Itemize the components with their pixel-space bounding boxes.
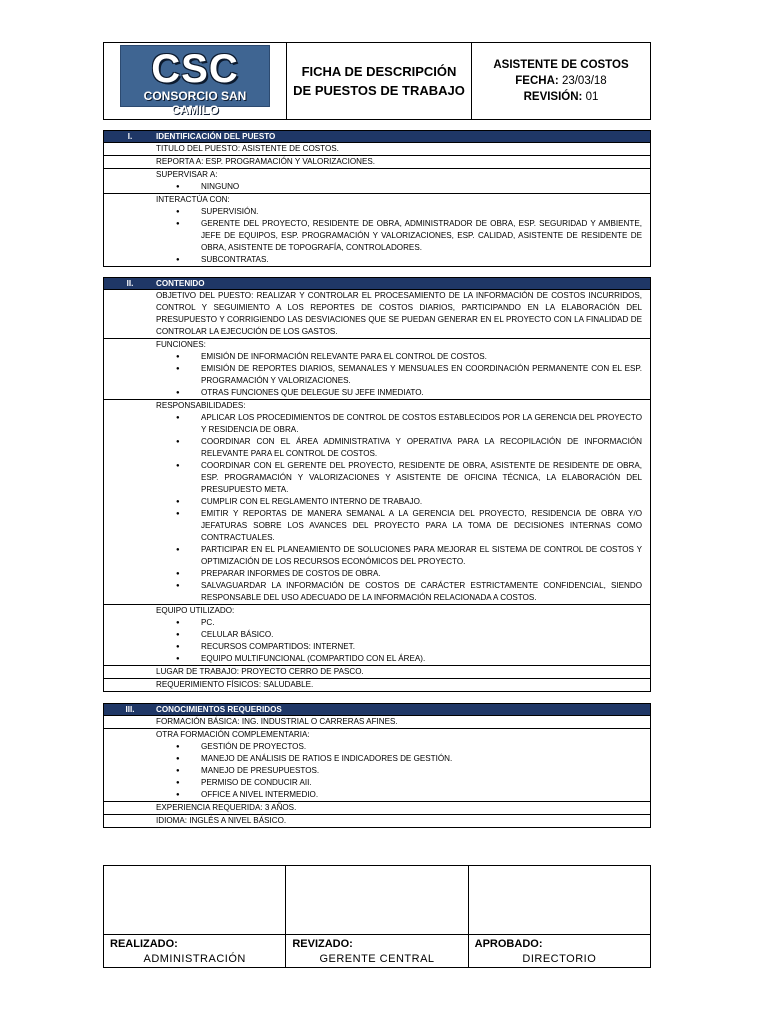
list-item: ● SALVAGUARDAR LA INFORMACIÓN DE COSTOS DE CARÁCTER ESTRICTAMENTE CONFIDENCIAL, SIENDO RESPONSABLE DEL USO ADECUADO DE LA INFORMACIÓN RELACIONADA A COSTOS. <box>156 580 642 604</box>
list-item: ● GERENTE DEL PROYECTO, RESIDENTE DE OBRA, ADMINISTRADOR DE OBRA, ESP. SEGURIDAD Y AMBIENTE, JEFE DE EQUIPOS, ESP. PROGRAMACIÓN Y VALORIZACIONES, ESP. CALIDAD, ASISTENTE DE RESIDENTE DE OBRA, ASISTENTE DE TOPOGRAFÍA, CONTROLADORES. <box>156 218 642 254</box>
section-conocimientos <box>103 703 651 828</box>
signature-aprobado: APROBADO: DIRECTORIO <box>468 935 650 968</box>
list-item: ● CUMPLIR CON EL REGLAMENTO INTERNO DE TRABAJO. <box>156 496 642 508</box>
document-header <box>103 42 651 120</box>
signature-space-realizado <box>104 866 286 935</box>
list-item: ● PC. <box>156 617 642 629</box>
objetivo-puesto: OBJETIVO DEL PUESTO: REALIZAR Y CONTROLAR EL PROCESAMIENTO DE LA INFORMACIÓN DE COSTOS INCURRIDOS, CONTROL Y SEGUIMIENTO A LOS REPORTES DE COSTOS DIARIOS, PARTICIPANDO EN LA ELABORACIÓN DEL PRESUPUESTO Y CORRIGIENDO LAS DESVIACIONES QUE SE PUEDAN GENERAR EN EL PROYECTO CON LA FINALIDAD DE CONTROLAR LA EJECUCIÓN DE LOS GASTOS. <box>104 290 651 339</box>
lugar-trabajo: LUGAR DE TRABAJO: PROYECTO CERRO DE PASCO. <box>104 666 651 679</box>
list-item: ● GESTIÓN DE PROYECTOS. <box>156 741 642 753</box>
list-item: ● OTRAS FUNCIONES QUE DELEGUE SU JEFE INMEDIATO. <box>156 387 642 399</box>
list-item: ● EMISIÓN DE REPORTES DIARIOS, SEMANALES Y MENSUALES EN COORDINACIÓN PERMANENTE CON EL ESP. PROGRAMACIÓN Y VALORIZACIONES. <box>156 363 642 387</box>
supervisar-a: SUPERVISAR A: ● NINGUNO <box>104 169 651 194</box>
signature-space-revizado <box>286 866 468 935</box>
section-header: I. IDENTIFICACIÓN DEL PUESTO <box>104 131 651 143</box>
list-item: ● OFFICE A NIVEL INTERMEDIO. <box>156 789 642 801</box>
section-header: II. CONTENIDO <box>104 278 651 290</box>
document-meta <box>472 43 651 120</box>
list-item: ● CELULAR BÁSICO. <box>156 629 642 641</box>
list-item: ● SUPERVISIÓN. <box>156 206 642 218</box>
list-item: ● NINGUNO <box>156 181 642 193</box>
section-identificacion <box>103 130 651 267</box>
logo-cell <box>104 43 287 120</box>
equipo-utilizado: EQUIPO UTILIZADO: ● PC. ● CELULAR BÁSICO. ● RECURSOS COMPARTIDOS: INTERNET. ● EQUIPO MULTIFUNCIONAL (COMPARTIDO CON EL ÁREA). <box>104 605 651 666</box>
interactua-con: INTERACTÚA CON: ● SUPERVISIÓN. ● GERENTE DEL PROYECTO, RESIDENTE DE OBRA, ADMINISTRADOR DE OBRA, ESP. SEGURIDAD Y AMBIENTE, JEFE DE EQUIPOS, ESP. PROGRAMACIÓN Y VALORIZACIONES, ESP. CALIDAD, ASISTENTE DE RESIDENTE DE OBRA, ASISTENTE DE TOPOGRAFÍA, CONTROLADORES. ● SUBCONTRATAS. <box>104 194 651 267</box>
signature-table <box>103 865 651 968</box>
position-title: ASISTENTE DE COSTOS <box>493 59 629 71</box>
reporta-a: REPORTA A: ESP. PROGRAMACIÓN Y VALORIZACIONES. <box>104 156 651 169</box>
otra-formacion: OTRA FORMACIÓN COMPLEMENTARIA: ● GESTIÓN DE PROYECTOS. ● MANEJO DE ANÁLISIS DE RATIOS E INDICADORES DE GESTIÓN. ● MANEJO DE PRESUPUESTOS. ● PERMISO DE CONDUCIR AII. ● OFFICE A NIVEL INTERMEDIO. <box>104 729 651 802</box>
revision-line: REVISIÓN: 01 <box>523 91 599 103</box>
responsabilidades: RESPONSABILIDADES: ● APLICAR LOS PROCEDIMIENTOS DE CONTROL DE COSTOS ESTABLECIDOS POR LA GERENCIA DEL PROYECTO Y RESIDENCIA DE OBRA. ● COORDINAR CON EL ÁREA ADMINISTRATIVA Y OPERATIVA PARA LA RECOPILACIÓN DE INFORMACIÓN RELEVANTE PARA EL CONTROL DE COSTOS. ● COORDINAR CON EL GERENTE DEL PROYECTO, RESIDENTE DE OBRA, ASISTENTE DE RESIDENTE DE OBRA, ESP. PROGRAMACIÓN Y VALORIZACIONES Y ASISTENTE DE OFICINA TÉCNICA, LA ELABORACIÓN DEL PRESUPUESTO META. ● CUMPLIR CON EL REGLAMENTO INTERNO DE TRABAJO. ● EMITIR Y REPORTAS DE MANERA SEMANAL A LA GERENCIA DEL PROYECTO, RESIDENCIA DE OBRA Y/O JEFATURAS SOBRE LOS AVANCES DEL PROYECTO PARA LA TOMA DE DECISIONES INTERNAS COMO CONTRACTUALES. ● PARTICIPAR EN EL PLANEAMIENTO DE SOLUCIONES PARA MEJORAR EL SISTEMA DE CONTROL DE COSTOS Y OPTIMIZACIÓN DE LOS RECURSOS ECONÓMICOS DEL PROYECTO. ● PREPARAR INFORMES DE COSTOS DE OBRA. ● SALVAGUARDAR LA INFORMACIÓN DE COSTOS DE CARÁCTER ESTRICTAMENTE CONFIDENCIAL, SIENDO RESPONSABLE DEL USO ADECUADO DE LA INFORMACIÓN RELACIONADA A COSTOS. <box>104 400 651 605</box>
section-contenido <box>103 277 651 692</box>
list-item: ● COORDINAR CON EL ÁREA ADMINISTRATIVA Y OPERATIVA PARA LA RECOPILACIÓN DE INFORMACIÓN RELEVANTE PARA EL CONTROL DE COSTOS. <box>156 436 642 460</box>
experiencia-requerida: EXPERIENCIA REQUERIDA: 3 AÑOS. <box>104 802 651 815</box>
fecha-line: FECHA: 23/03/18 <box>515 75 607 87</box>
signature-revizado: REVIZADO: GERENTE CENTRAL <box>286 935 468 968</box>
list-item: ● APLICAR LOS PROCEDIMIENTOS DE CONTROL DE COSTOS ESTABLECIDOS POR LA GERENCIA DEL PROYECTO Y RESIDENCIA DE OBRA. <box>156 412 642 436</box>
signature-realizado: REALIZADO: ADMINISTRACIÓN <box>104 935 286 968</box>
idioma: IDIOMA: INGLÉS A NIVEL BÁSICO. <box>104 815 651 828</box>
list-item: ● PERMISO DE CONDUCIR AII. <box>156 777 642 789</box>
section-header: III. CONOCIMIENTOS REQUERIDOS <box>104 704 651 716</box>
csc-logo: CSC CONSORCIO SAN CAMILO <box>120 45 270 107</box>
list-item: ● EMISIÓN DE INFORMACIÓN RELEVANTE PARA EL CONTROL DE COSTOS. <box>156 351 642 363</box>
list-item: ● MANEJO DE PRESUPUESTOS. <box>156 765 642 777</box>
list-item: ● COORDINAR CON EL GERENTE DEL PROYECTO, RESIDENTE DE OBRA, ASISTENTE DE RESIDENTE DE OBRA, ESP. PROGRAMACIÓN Y VALORIZACIONES Y ASISTENTE DE OFICINA TÉCNICA, LA ELABORACIÓN DEL PRESUPUESTO META. <box>156 460 642 496</box>
funciones: FUNCIONES: ● EMISIÓN DE INFORMACIÓN RELEVANTE PARA EL CONTROL DE COSTOS. ● EMISIÓN DE REPORTES DIARIOS, SEMANALES Y MENSUALES EN COORDINACIÓN PERMANENTE CON EL ESP. PROGRAMACIÓN Y VALORIZACIONES. ● OTRAS FUNCIONES QUE DELEGUE SU JEFE INMEDIATO. <box>104 339 651 400</box>
signature-space-aprobado <box>468 866 650 935</box>
list-item: ● SUBCONTRATAS. <box>156 254 642 266</box>
requerimiento-fisicos: REQUERIMIENTO FÍSICOS: SALUDABLE. <box>104 679 651 692</box>
list-item: ● EQUIPO MULTIFUNCIONAL (COMPARTIDO CON EL ÁREA). <box>156 653 642 665</box>
titulo-puesto: TITULO DEL PUESTO: ASISTENTE DE COSTOS. <box>104 143 651 156</box>
list-item: ● PARTICIPAR EN EL PLANEAMIENTO DE SOLUCIONES PARA MEJORAR EL SISTEMA DE CONTROL DE COSTOS Y OPTIMIZACIÓN DE LOS RECURSOS ECONÓMICOS DEL PROYECTO. <box>156 544 642 568</box>
list-item: ● PREPARAR INFORMES DE COSTOS DE OBRA. <box>156 568 642 580</box>
document-title: FICHA DE DESCRIPCIÓN DE PUESTOS DE TRABAJO <box>287 43 472 120</box>
list-item: ● RECURSOS COMPARTIDOS: INTERNET. <box>156 641 642 653</box>
list-item: ● EMITIR Y REPORTAS DE MANERA SEMANAL A LA GERENCIA DEL PROYECTO, RESIDENCIA DE OBRA Y/O JEFATURAS SOBRE LOS AVANCES DEL PROYECTO PARA LA TOMA DE DECISIONES INTERNAS COMO CONTRACTUALES. <box>156 508 642 544</box>
formacion-basica: FORMACIÓN BÁSICA: ING. INDUSTRIAL O CARRERAS AFINES. <box>104 716 651 729</box>
list-item: ● MANEJO DE ANÁLISIS DE RATIOS E INDICADORES DE GESTIÓN. <box>156 753 642 765</box>
